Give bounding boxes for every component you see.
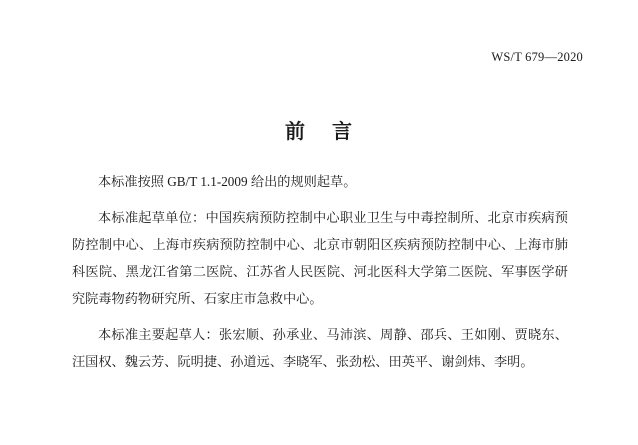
- paragraph-main-drafters: 本标准主要起草人：张宏顺、孙承业、马沛滨、周静、邵兵、王如刚、贾晓东、汪国权、魏云芳、阮明捷、孙道远、李晓军、张劲松、田英平、谢剑炜、李明。: [72, 327, 568, 369]
- page-title-first-char: 前: [285, 121, 306, 143]
- page-title-second-char: 言: [332, 121, 353, 143]
- paragraph-drafting-organizations: 本标准起草单位：中国疾病预防控制中心职业卫生与中毒控制所、北京市疾病预防控制中心、上海市疾病预防控制中心、北京市朝阳区疾病预防控制中心、上海市肺科医院、黑龙江省第二医院、江苏省人民医院、河北医科大学第二医院、军事医学研究院毒物药物研究所、石家庄市急救中心。: [72, 210, 568, 306]
- foreword-body: [72, 168, 568, 375]
- standard-code: WS/T 679—2020: [491, 50, 583, 64]
- page-title: [0, 115, 638, 144]
- paragraph-drafting-rules: 本标准按照 GB/T 1.1-2009 给出的规则起草。: [98, 174, 357, 189]
